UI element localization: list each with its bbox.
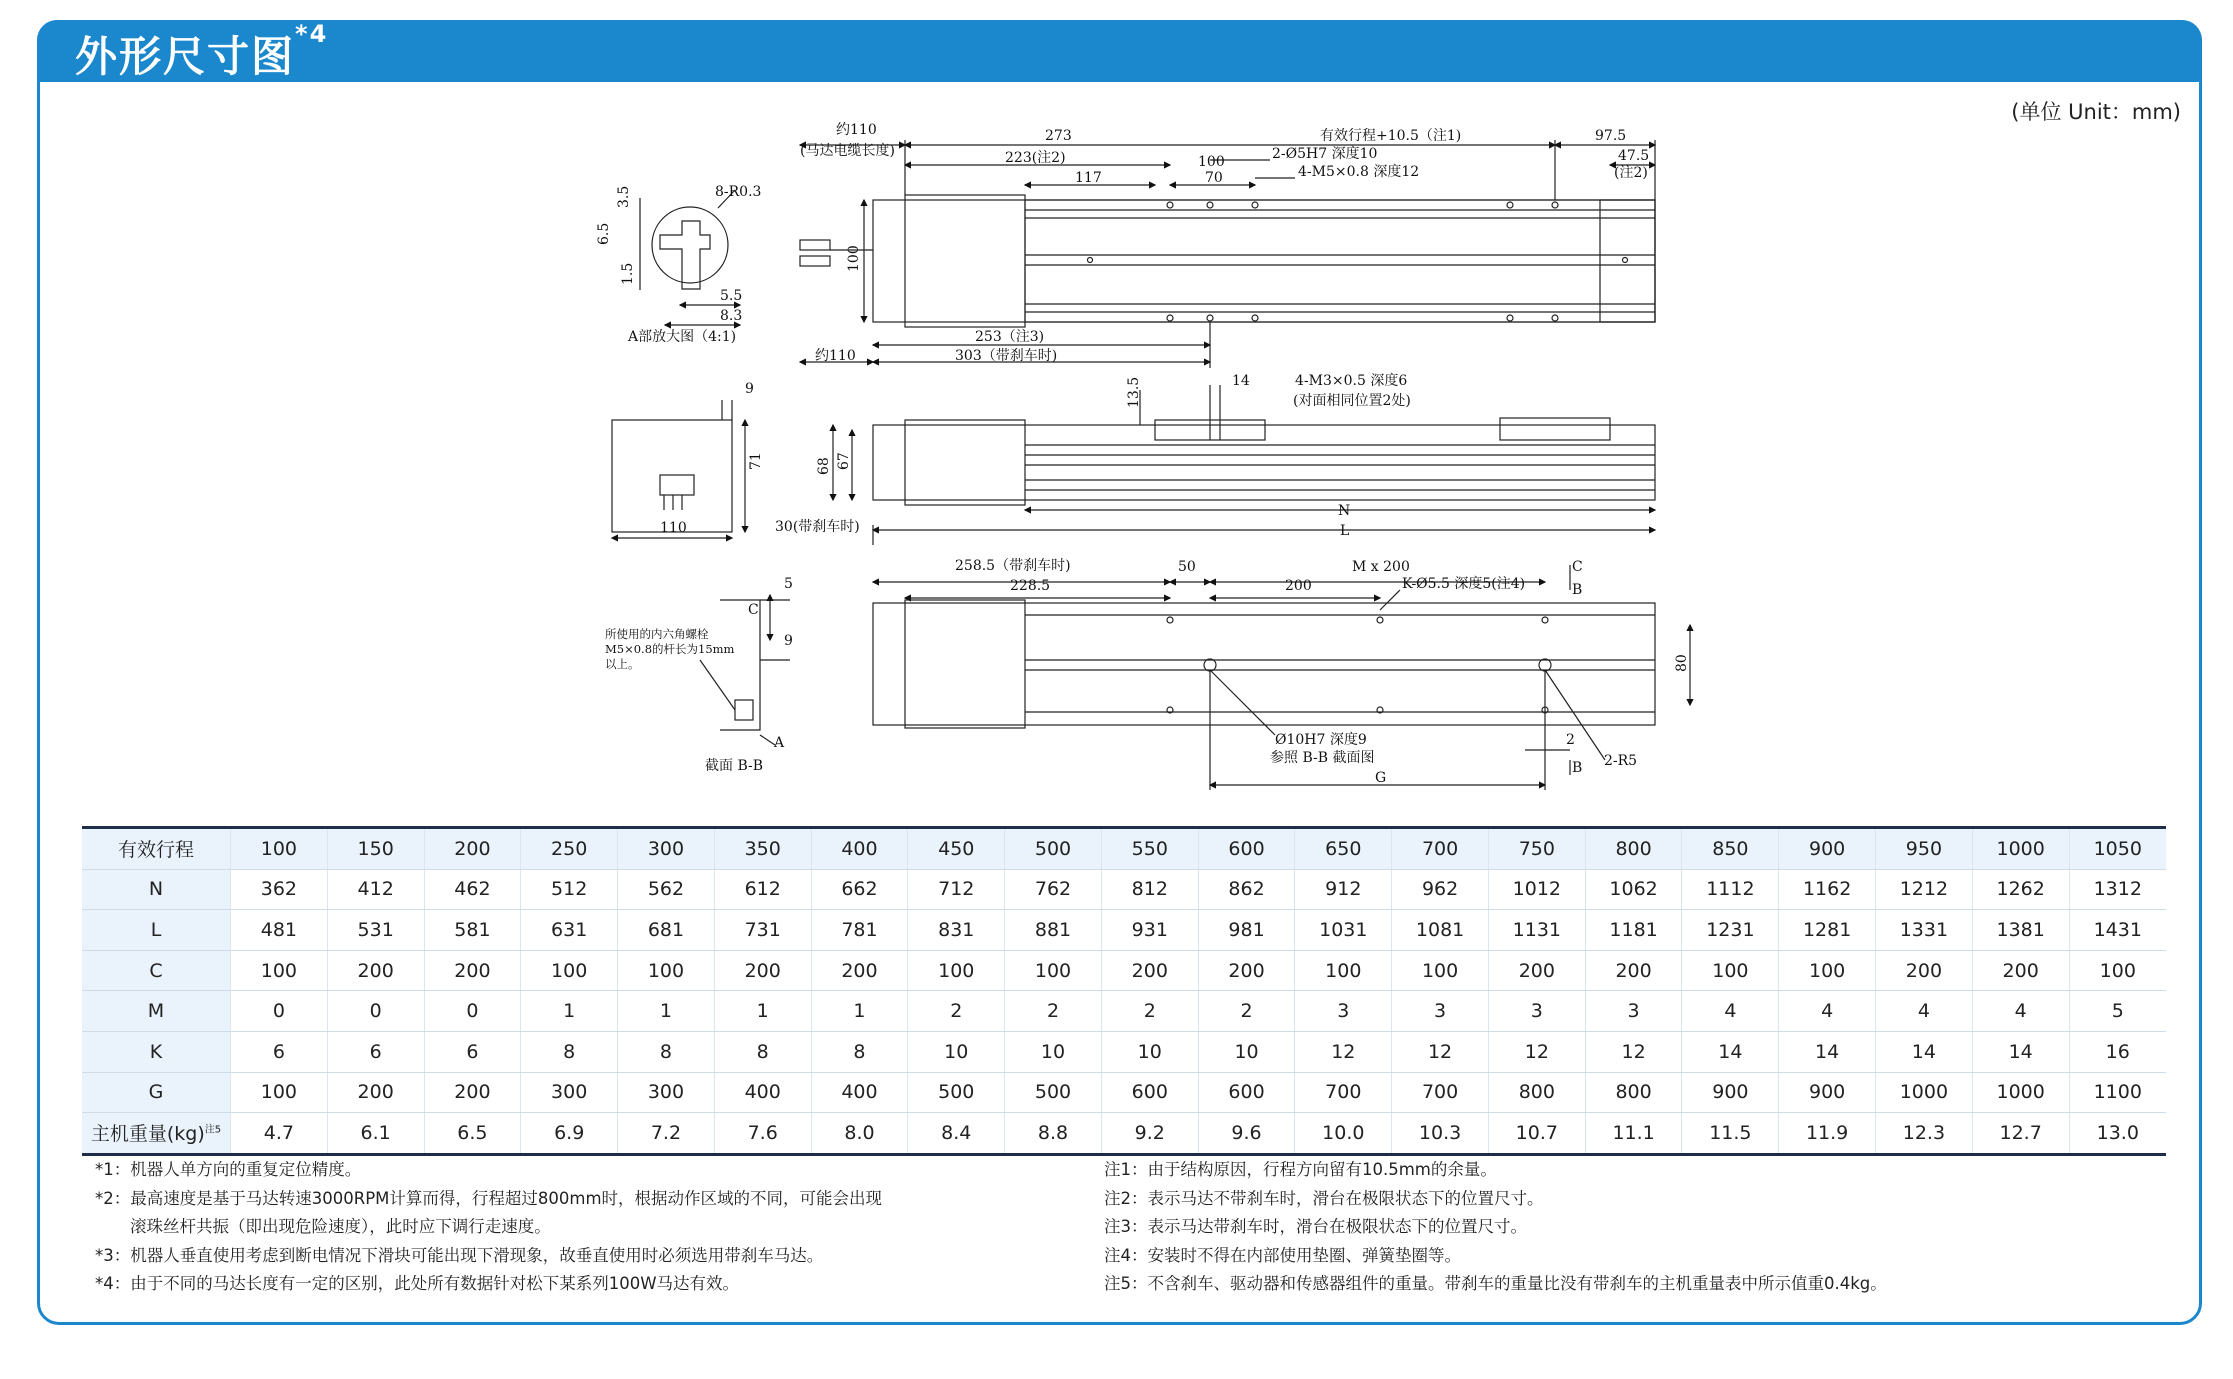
table-cell: 12 [1295,1031,1392,1072]
table-cell: 200 [424,950,521,991]
table-cell: 1 [714,991,811,1032]
table-cell: 12 [1585,1031,1682,1072]
table-cell: 8.8 [1005,1113,1102,1155]
table-cell: 8 [811,1031,908,1072]
table-cell: 200 [424,1072,521,1113]
table-cell: 562 [618,869,715,910]
table-cell: 8 [521,1031,618,1072]
table-cell: 100 [1392,950,1489,991]
table-cell: 600 [1198,1072,1295,1113]
table-cell: 550 [1101,828,1198,870]
top-d97-5: 97.5 [1595,128,1627,144]
table-cell: 750 [1488,828,1585,870]
table-cell: 1312 [2069,869,2166,910]
table-cell: 200 [1198,950,1295,991]
table-cell: 600 [1101,1072,1198,1113]
table-cell: 11.5 [1682,1113,1779,1155]
row-header-cell: L [82,910,231,951]
side-d67: 67 [836,452,852,470]
table-row-weight [82,1113,2166,1155]
table-cell: 12.7 [1972,1113,2069,1155]
table-cell: 100 [1295,950,1392,991]
table-cell: 10 [908,1031,1005,1072]
bottom-d228-5: 228.5 [1010,578,1051,594]
table-row [82,869,2166,910]
bottom-h80: 80 [1674,654,1690,672]
table-cell: 1081 [1392,910,1489,951]
table-cell: 14 [1876,1031,1973,1072]
detail-a-r: 8-R0.3 [715,184,762,200]
detail-a-d1: 3.5 [616,185,632,208]
weight-header-cell [82,1113,231,1155]
section-bb-view [700,595,790,745]
section-d9: 9 [784,633,793,649]
side-d110: 110 [660,520,687,536]
table-cell: 581 [424,910,521,951]
title-note: *4 [295,20,329,48]
table-cell: 1031 [1295,910,1392,951]
row-header-cell: G [82,1072,231,1113]
table-cell: 100 [1682,950,1779,991]
table-cell: 300 [521,1072,618,1113]
table-cell: 11.1 [1585,1113,1682,1155]
top-d47-5: 47.5 [1618,148,1650,164]
table-cell: 200 [811,950,908,991]
table-cell: 10 [1101,1031,1198,1072]
table-cell: 1100 [2069,1072,2166,1113]
note-right-2: 注2：表示马达不带刹车时，滑台在极限状态下的位置尺寸。 [1104,1188,1544,1208]
detail-a-view [640,190,743,325]
table-cell: 700 [1295,1072,1392,1113]
detail-a-slot [660,221,710,289]
table-row [82,991,2166,1032]
top-d303: 303（带刹车时) [955,348,1058,364]
bottom-pin10: Ø10H7 深度9 [1275,732,1367,748]
section-d5: 5 [784,576,793,592]
table-cell: 1000 [1972,828,2069,870]
table-cell: 4.7 [231,1113,328,1155]
table-cell: 1062 [1585,869,1682,910]
note-right-3: 注3：表示马达带刹车时，滑台在极限状态下的位置尺寸。 [1104,1217,1527,1236]
table-cell: 1000 [1972,1072,2069,1113]
page-title: 外形尺寸图$^{*4}$ [75,20,329,81]
table-cell: 10.0 [1295,1113,1392,1155]
table-cell: 2 [1198,991,1295,1032]
table-cell: 862 [1198,869,1295,910]
bottom-d258-5: 258.5（带刹车时) [955,558,1071,574]
table-cell: 1331 [1876,910,1973,951]
table-cell: 2 [908,991,1005,1032]
table-cell: 7.6 [714,1113,811,1155]
table-cell: 12 [1392,1031,1489,1072]
table-cell: 2 [1005,991,1102,1032]
bottom-b2: B [1572,760,1583,776]
table-cell: 300 [618,1072,715,1113]
table-cell: 8.0 [811,1113,908,1155]
table-cell: 9.6 [1198,1113,1295,1155]
table-cell: 962 [1392,869,1489,910]
table-cell: 200 [327,1072,424,1113]
table-cell: 8.4 [908,1113,1005,1155]
table-cell: 200 [1876,950,1973,991]
row-header-cell: 有效行程 [82,828,231,870]
table-cell: 762 [1005,869,1102,910]
table-cell: 781 [811,910,908,951]
table-cell: 1012 [1488,869,1585,910]
table-cell: 1 [811,991,908,1032]
table-cell: 12.3 [1876,1113,1973,1155]
table-cell: 10 [1198,1031,1295,1072]
table-cell: 400 [811,828,908,870]
table-cell: 8 [618,1031,715,1072]
table-cell: 100 [618,950,715,991]
table-cell: 881 [1005,910,1102,951]
row-header-cell: N [82,869,231,910]
row-header-cell: M [82,991,231,1032]
top-stroke: 有效行程+10.5（注1) [1320,128,1462,144]
table-cell: 3 [1585,991,1682,1032]
weight-note: 注5 [204,1125,222,1137]
table-cell: 1162 [1779,869,1876,910]
table-cell: 5 [2069,991,2166,1032]
table-cell: 462 [424,869,521,910]
side-d71: 71 [748,452,764,470]
table-cell: 1381 [1972,910,2069,951]
section-a: A [774,735,785,751]
top-cable-note: (马达电缆长度) [800,143,895,159]
table-cell: 612 [714,869,811,910]
bottom-r5: 2-R5 [1604,753,1638,769]
table-cell: 9.2 [1101,1113,1198,1155]
table-cell: 681 [618,910,715,951]
table-cell: 900 [1779,1072,1876,1113]
table-cell: 831 [908,910,1005,951]
table-cell: 631 [521,910,618,951]
table-cell: 6 [231,1031,328,1072]
side-d68: 68 [816,457,832,475]
table-cell: 931 [1101,910,1198,951]
table-cell: 2 [1101,991,1198,1032]
side-d13-5: 13.5 [1126,376,1142,408]
bottom-d200: 200 [1285,578,1312,594]
table-cell: 200 [1101,950,1198,991]
table-cell: 12 [1488,1031,1585,1072]
table-cell: 800 [1585,1072,1682,1113]
table-row [82,1072,2166,1113]
table-cell: 481 [231,910,328,951]
side-n: N [1338,503,1351,519]
table-cell: 16 [2069,1031,2166,1072]
table-cell: 6.9 [521,1113,618,1155]
table-cell: 1431 [2069,910,2166,951]
table-cell: 6 [327,1031,424,1072]
table-cell: 1 [618,991,715,1032]
table-cell: 731 [714,910,811,951]
note-left-5: *4：由于不同的马达长度有一定的区别，此处所有数据针对松下某系列100W马达有效。 [95,1274,740,1293]
detail-a-d4: 5.5 [720,288,743,304]
table-cell: 300 [618,828,715,870]
table-cell: 100 [521,950,618,991]
top-d70: 70 [1205,170,1223,186]
table-cell: 250 [521,828,618,870]
table-cell: 10.7 [1488,1113,1585,1155]
table-cell: 1000 [1876,1072,1973,1113]
side-l: L [1340,523,1350,539]
table-cell: 1262 [1972,869,2069,910]
notes-right [1104,1156,1887,1299]
table-cell: 600 [1198,828,1295,870]
table-cell: 512 [521,869,618,910]
table-cell: 3 [1295,991,1392,1032]
note-right-4: 注4：安装时不得在内部使用垫圈、弹簧垫圈等。 [1104,1245,1461,1265]
top-h100: 100 [846,245,862,272]
bottom-d2: 2 [1566,732,1575,748]
weight-label: 主机重量(kg) [90,1123,205,1146]
table-header-row [82,828,2166,870]
table-cell: 350 [714,828,811,870]
table-cell: 14 [1682,1031,1779,1072]
table-cell: 14 [1779,1031,1876,1072]
table-cell: 1181 [1585,910,1682,951]
table-cell: 100 [1005,950,1102,991]
bottom-mx200: M x 200 [1352,559,1410,575]
table-cell: 4 [1779,991,1876,1032]
table-cell: 800 [1488,1072,1585,1113]
note-right-1: 注1：由于结构原因，行程方向留有10.5mm的余量。 [1104,1160,1497,1179]
side-d14: 14 [1232,373,1250,389]
table-cell: 8 [714,1031,811,1072]
detail-a-caption: A部放大图（4:1) [628,329,737,345]
table-cell: 100 [231,950,328,991]
table-cell: 1 [521,991,618,1032]
table-cell: 662 [811,869,908,910]
table-cell: 812 [1101,869,1198,910]
bottom-g: G [1375,770,1387,786]
table-cell: 500 [908,1072,1005,1113]
section-bolt-note-2: M5×0.8的杆长为15mm [605,642,735,656]
top-m5: 4-M5×0.8 深度12 [1298,164,1420,180]
bottom-c: C [1572,559,1583,575]
table-cell: 712 [908,869,1005,910]
top-d100: 100 [1198,154,1225,170]
table-cell: 400 [714,1072,811,1113]
table-cell: 850 [1682,828,1779,870]
table-row [82,910,2166,951]
table-cell: 10.3 [1392,1113,1489,1155]
table-cell: 0 [327,991,424,1032]
table-cell: 900 [1779,828,1876,870]
table-cell: 912 [1295,869,1392,910]
table-cell: 1231 [1682,910,1779,951]
detail-a-d3: 1.5 [620,262,636,285]
table-cell: 3 [1392,991,1489,1032]
bottom-ref: 参照 B-B 截面图 [1270,750,1375,766]
table-cell: 200 [327,950,424,991]
table-cell: 500 [1005,828,1102,870]
row-header-cell: C [82,950,231,991]
table-cell: 100 [231,828,328,870]
table-cell: 200 [714,950,811,991]
table-cell: 10 [1005,1031,1102,1072]
table-cell: 0 [424,991,521,1032]
table-row [82,950,2166,991]
table-cell: 200 [424,828,521,870]
top-pin: 2-Ø5H7 深度10 [1272,146,1378,162]
detail-a-d5: 8.3 [720,308,743,324]
table-cell: 362 [231,869,328,910]
table-cell: 200 [1585,950,1682,991]
table-cell: 100 [1779,950,1876,991]
table-cell: 4 [1876,991,1973,1032]
section-bolt-note-1: 所使用的内六角螺栓 [605,627,709,641]
section-c: C [748,602,759,618]
table-cell: 6.5 [424,1113,521,1155]
table-cell: 700 [1392,828,1489,870]
bottom-d50: 50 [1178,559,1196,575]
top-d223: 223(注2) [1005,150,1066,166]
table-cell: 450 [908,828,1005,870]
table-cell: 100 [908,950,1005,991]
note-left-4: *3：机器人垂直使用考虑到断电情况下滑块可能出现下滑现象，故垂直使用时必须选用带刹车马达。 [95,1245,824,1265]
table-cell: 650 [1295,828,1392,870]
table-cell: 0 [231,991,328,1032]
table-cell: 981 [1198,910,1295,951]
table-cell: 100 [2069,950,2166,991]
side-m3-note: (对面相同位置2处) [1293,393,1411,409]
side-m3: 4-M3×0.5 深度6 [1295,373,1408,389]
table-cell: 200 [1972,950,2069,991]
detail-a-d2: 6.5 [596,222,612,245]
row-header-cell: K [82,1031,231,1072]
top-approx110b: 约110 [815,348,856,364]
top-d117: 117 [1075,170,1102,186]
table-cell: 1050 [2069,828,2166,870]
table-cell: 13.0 [2069,1113,2166,1155]
section-caption: 截面 B-B [705,758,764,774]
top-note2: (注2) [1614,165,1648,181]
spec-table [82,826,2166,1156]
note-right-5: 注5：不含刹车、驱动器和传感器组件的重量。带刹车的重量比没有带刹车的主机重量表中所示值重0.4kg。 [1104,1274,1887,1293]
side-view [612,385,1655,545]
top-approx110: 约110 [836,122,877,138]
table-cell: 531 [327,910,424,951]
bottom-k: K-Ø5.5 深度5(注4) [1402,576,1526,592]
detail-a-circle [652,207,728,283]
table-cell: 700 [1392,1072,1489,1113]
table-cell: 200 [1488,950,1585,991]
table-cell: 950 [1876,828,1973,870]
table-row [82,1031,2166,1072]
table-cell: 150 [327,828,424,870]
table-cell: 400 [811,1072,908,1113]
section-bolt-note-3: 以上。 [605,657,640,671]
table-cell: 6.1 [327,1113,424,1155]
table-cell: 412 [327,869,424,910]
table-cell: 900 [1682,1072,1779,1113]
table-cell: 7.2 [618,1113,715,1155]
table-cell: 100 [231,1072,328,1113]
table-cell: 11.9 [1779,1113,1876,1155]
table-cell: 4 [1682,991,1779,1032]
note-left-3: 滚珠丝杆共振（即出现危险速度），此时应下调行走速度。 [130,1217,551,1236]
table-cell: 1212 [1876,869,1973,910]
table-cell: 14 [1972,1031,2069,1072]
note-left-2: *2：最高速度是基于马达转速3000RPM计算而得，行程超过800mm时，根据动作区域的不同，可能会出现 [95,1188,883,1208]
note-left-1: *1：机器人单方向的重复定位精度。 [95,1160,362,1179]
table-cell: 3 [1488,991,1585,1032]
side-d30: 30(带刹车时) [775,519,860,535]
bottom-b: B [1572,582,1583,598]
unit-label: (单位 Unit：mm) [2011,100,2181,124]
table-cell: 1112 [1682,869,1779,910]
top-view [800,140,1655,368]
table-cell: 6 [424,1031,521,1072]
table-cell: 1281 [1779,910,1876,951]
table-cell: 500 [1005,1072,1102,1113]
top-d253: 253（注3) [975,329,1045,345]
top-d273: 273 [1045,128,1072,144]
table-cell: 1131 [1488,910,1585,951]
table-cell: 800 [1585,828,1682,870]
side-d9: 9 [745,381,754,397]
table-cell: 4 [1972,991,2069,1032]
notes-left [95,1156,882,1299]
